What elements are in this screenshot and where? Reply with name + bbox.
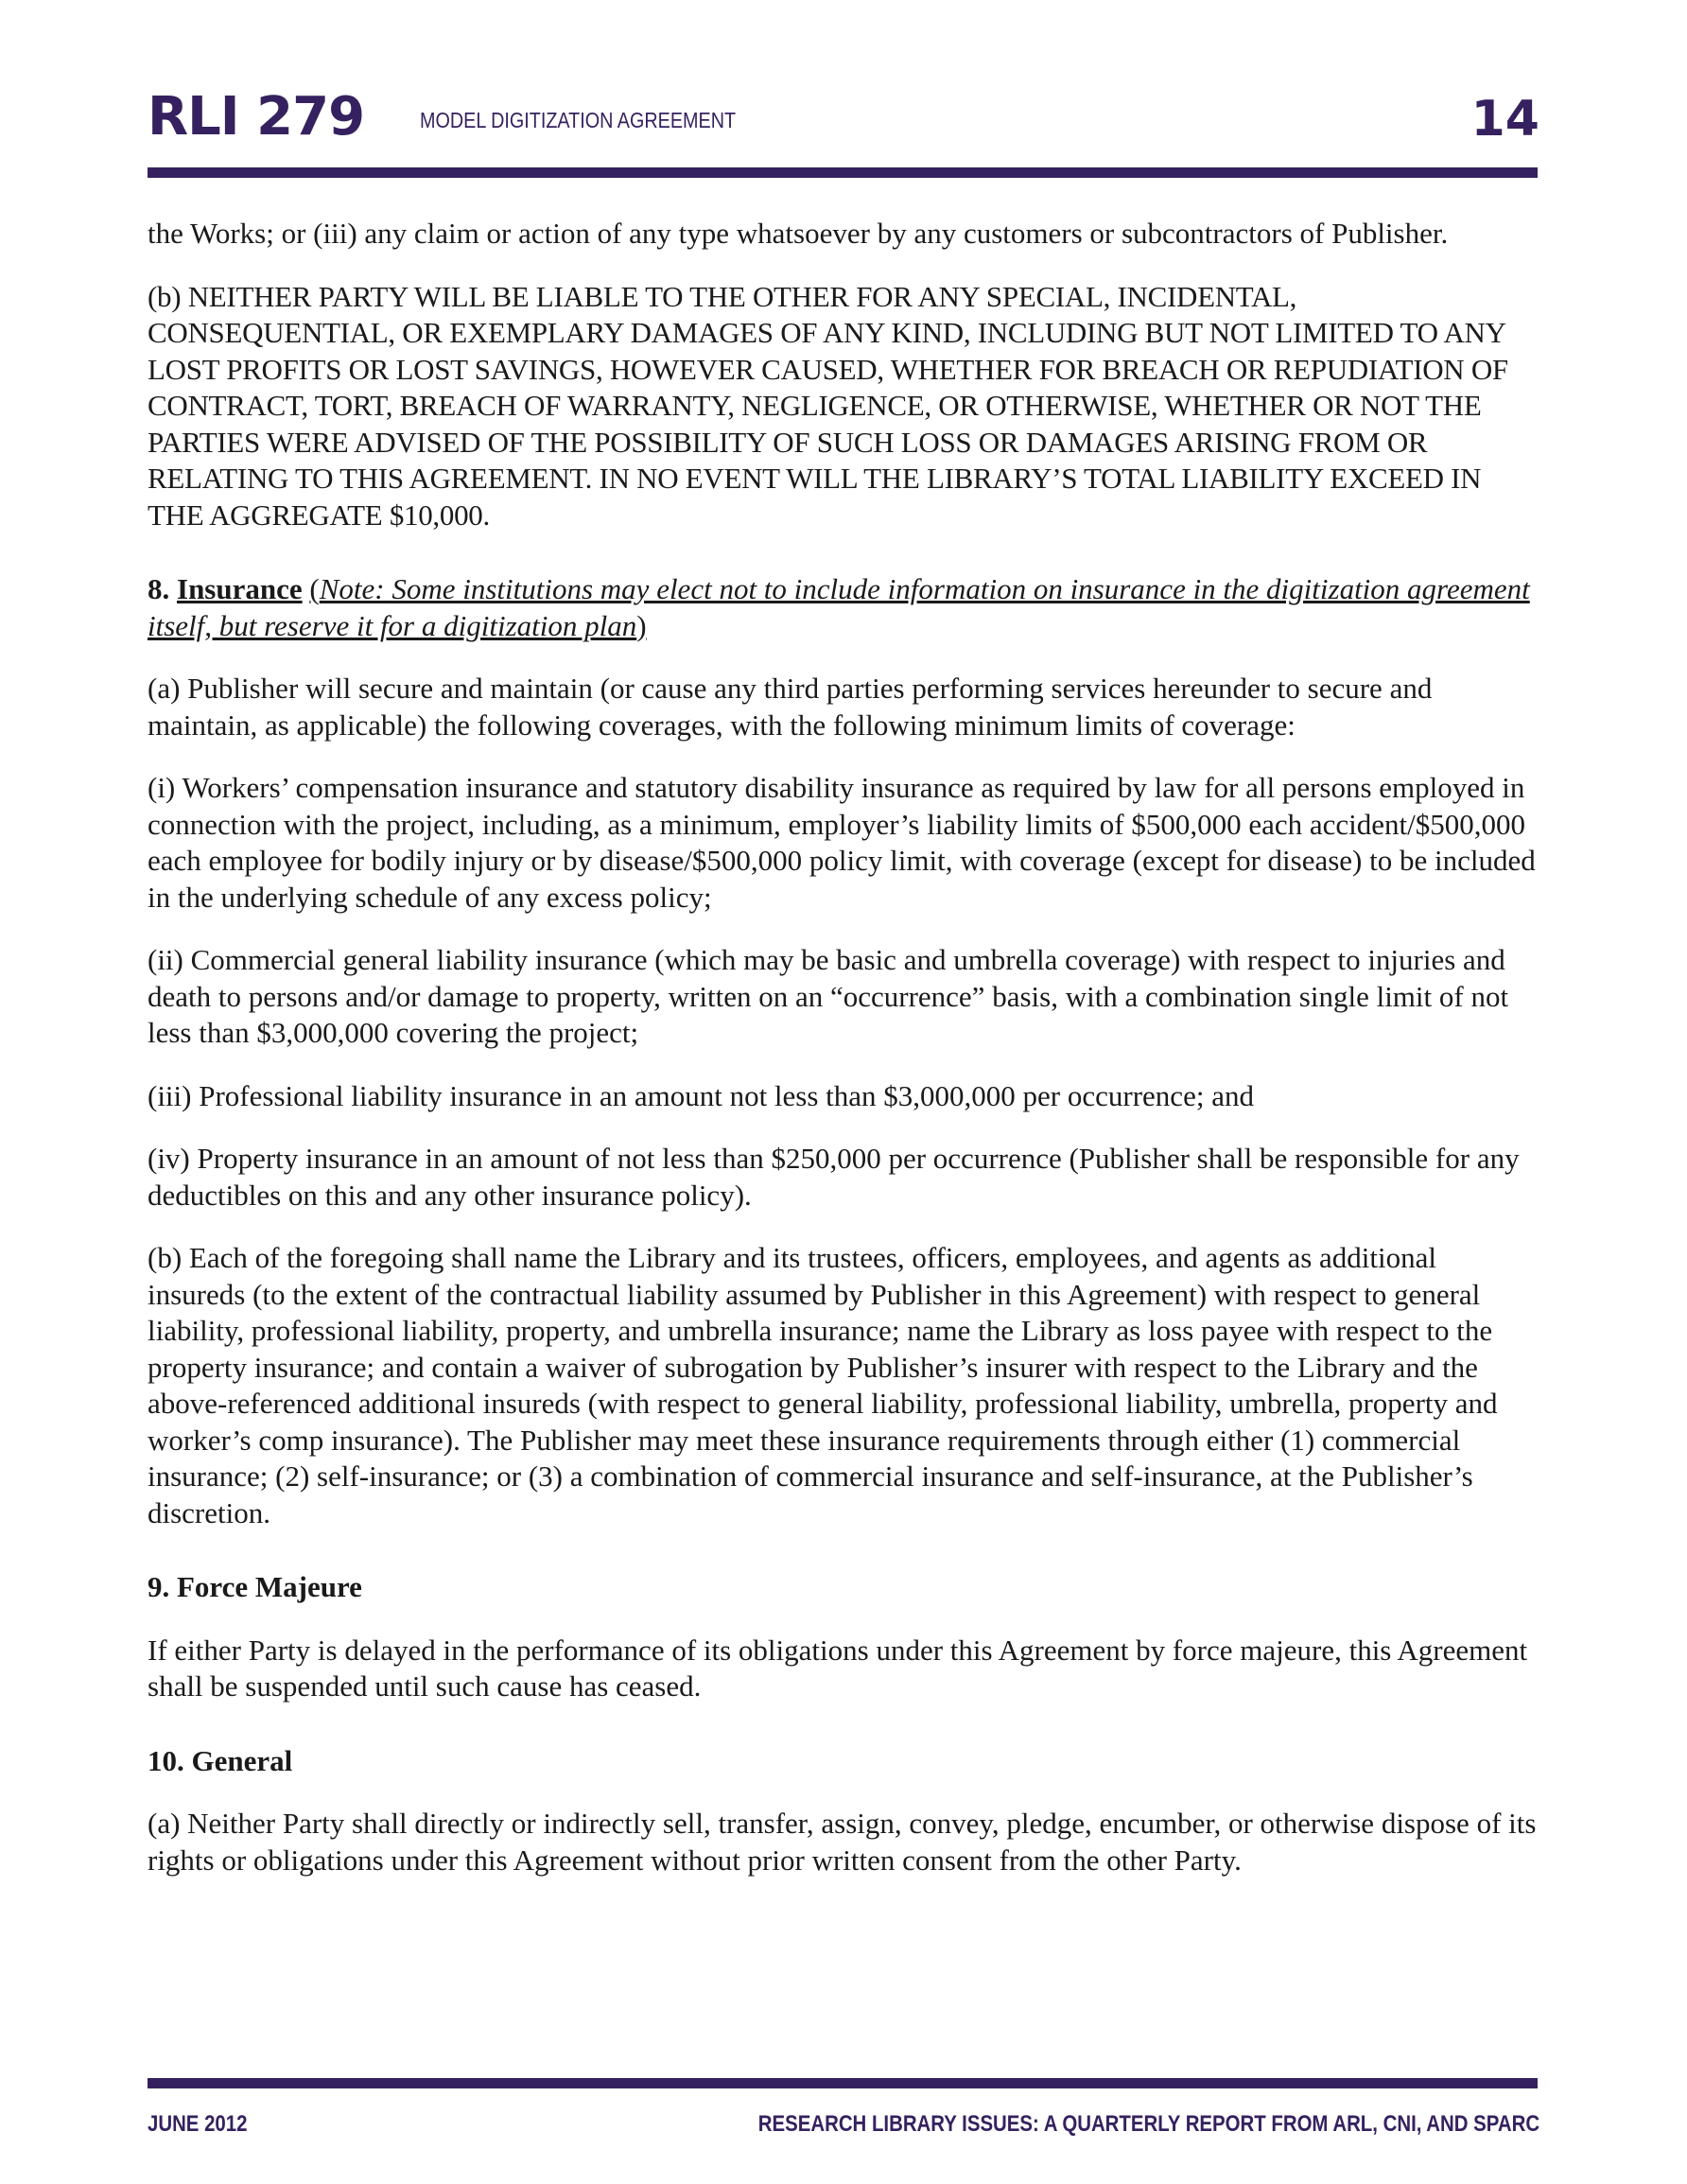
insurance-clause-a: (a) Publisher will secure and maintain (or cause any third parties performing services hereunder to secure and maintain, as applicable) the following coverages, with the following minimum limits of coverage:	[148, 672, 1433, 742]
section-8-note: Note: Some institutions may elect not to include information on insurance in the digitization agreement itself, but reserve it for a digitization plan	[148, 572, 1530, 642]
publication-name: RESEARCH LIBRARY ISSUES: A QUARTERLY REPORT FROM ARL, CNI, AND SPARC	[757, 2111, 1539, 2137]
section-8-note-open: (	[309, 572, 320, 605]
general-clause-a: (a) Neither Party shall directly or indirectly sell, transfer, assign, convey, pledge, encumber, or otherwise dispose of its rights or obligations under this Agreement without prior written consent from the other Party.	[148, 1807, 1537, 1877]
section-8-number: 8.	[148, 572, 170, 605]
footer-rule	[148, 2078, 1538, 2088]
section-8-title: Insurance	[177, 572, 303, 605]
page-number: 14	[1470, 91, 1539, 148]
section-9-heading: 9. Force Majeure	[148, 1570, 362, 1603]
insurance-clause-iv: (iv) Property insurance in an amount of not less than $250,000 per occurrence (Publisher shall be responsible for any deductibles on this and any other insurance policy).	[148, 1142, 1520, 1212]
running-title: MODEL DIGITIZATION AGREEMENT	[420, 108, 737, 132]
insurance-clause-iii: (iii) Professional liability insurance in an amount not less than $3,000,000 per occurrence; and	[148, 1078, 1254, 1112]
insurance-clause-ii: (ii) Commercial general liability insurance (which may be basic and umbrella coverage) with respect to injuries and death to persons and/or damage to property, written on an “occurrence” basis, with a combination single limit of not less than $3,000,000 covering the project;	[148, 943, 1509, 1049]
section-10-heading: 10. General	[148, 1743, 293, 1777]
section-8-note-close: )	[636, 608, 647, 642]
force-majeure-text: If either Party is delayed in the performance of its obligations under this Agreement by force majeure, this Agreement shall be suspended until such cause has ceased.	[148, 1633, 1528, 1703]
document-body	[148, 216, 1538, 1905]
continuation-paragraph: the Works; or (iii) any claim or action of any type whatsoever by any customers or subcontractors of Publisher.	[148, 217, 1449, 250]
publication-code: RLI 279	[148, 86, 365, 148]
section-8-heading	[148, 571, 1538, 644]
liability-clause-b: (b) NEITHER PARTY WILL BE LIABLE TO THE OTHER FOR ANY SPECIAL, INCIDENTAL, CONSEQUENTIAL, OR EXEMPLARY DAMAGES OF ANY KIND, INCLUDING BUT NOT LIMITED TO ANY LOST PROFITS OR LOST SAVINGS, HOWEVER CAUSED, WHETHER FOR BREACH OR REPUDIATION OF CONTRACT, TORT, BREACH OF WARRANTY, NEGLIGENCE, OR OTHERWISE, WHETHER OR NOT THE PARTIES WERE ADVISED OF THE POSSIBILITY OF SUCH LOSS OR DAMAGES ARISING FROM OR RELATING TO THIS AGREEMENT. IN NO EVENT WILL THE LIBRARY’S TOTAL LIABILITY EXCEED IN THE AGGREGATE $10,000.	[148, 279, 1508, 532]
header-rule	[148, 167, 1538, 178]
issue-date: JUNE 2012	[148, 2111, 248, 2137]
insurance-clause-i: (i) Workers’ compensation insurance and statutory disability insurance as required by law for all persons employed in connection with the project, including, as a minimum, employer’s liability limits of $500,000 each accident/$500,000 each employee for bodily injury or by disease/$500,000 policy limit, with coverage (except for disease) to be included in the underlying schedule of any excess policy;	[148, 771, 1536, 914]
insurance-clause-b: (b) Each of the foregoing shall name the Library and its trustees, officers, employees, and agents as additional insureds (to the extent of the contractual liability assumed by Publisher in this Agreement) with respect to general liability, professional liability, property, and umbrella insurance; name the Library as loss payee with respect to the property insurance; and contain a waiver of subrogation by Publisher’s insurer with respect to the Library and the above-referenced additional insureds (with respect to general liability, professional liability, umbrella, property and worker’s comp insurance). The Publisher may meet these insurance requirements through either (1) commercial insurance; (2) self-insurance; or (3) a combination of commercial insurance and self-insurance, at the Publisher’s discretion.	[148, 1241, 1498, 1529]
